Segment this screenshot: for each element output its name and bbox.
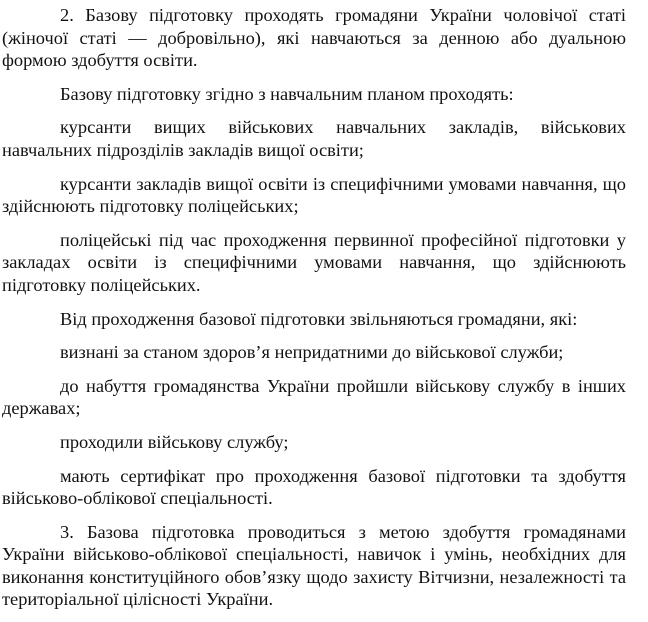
paragraph-basic-training-who: 2. Базову підготовку проходять громадяни України чоловічої статі (жіночої статі — добровільно), які навчаються за денною або дуальною формою здобуття освіти. xyxy=(2,5,626,71)
paragraph-military-cadets: курсанти вищих військових навчальних закладів, військових навчальних підрозділів закладів вищої освіти; xyxy=(2,117,626,160)
paragraph-police-cadets: курсанти закладів вищої освіти із специфічними умовами навчання, що здійснюють підготовку поліцейських; xyxy=(2,173,626,217)
paragraph-exemption-foreign-service: до набуття громадянства України пройшли військову службу в інших державах; xyxy=(2,375,626,419)
paragraph-exemption-health: визнані за станом здоров’я непридатними до військової служби; xyxy=(60,342,564,363)
paragraph-exemptions-intro: Від проходження базової підготовки звільняються громадяни, які: xyxy=(60,308,578,329)
paragraph-exemption-served: проходили військову службу; xyxy=(60,431,289,452)
paragraph-training-purpose: 3. Базова підготовка проводиться з метою здобуття громадянами України військово-облікової спеціальності, навичок і умінь, необхідних для виконання конституційного обов’язку щодо захисту Вітчизни, незалежності та територіальної цілісності України. xyxy=(2,521,626,610)
document-body xyxy=(2,4,626,622)
paragraph-exemption-certificate: мають сертифікат про проходження базової підготовки та здобуття військово-облікової спеціальності. xyxy=(2,465,626,509)
paragraph-police-officers: поліцейські під час проходження первинної професійної підготовки у закладах освіти із специфічними умовами навчання, що здійснюють підготовку поліцейських. xyxy=(2,229,626,295)
paragraph-curriculum-intro: Базову підготовку згідно з навчальним планом проходять: xyxy=(60,83,514,104)
